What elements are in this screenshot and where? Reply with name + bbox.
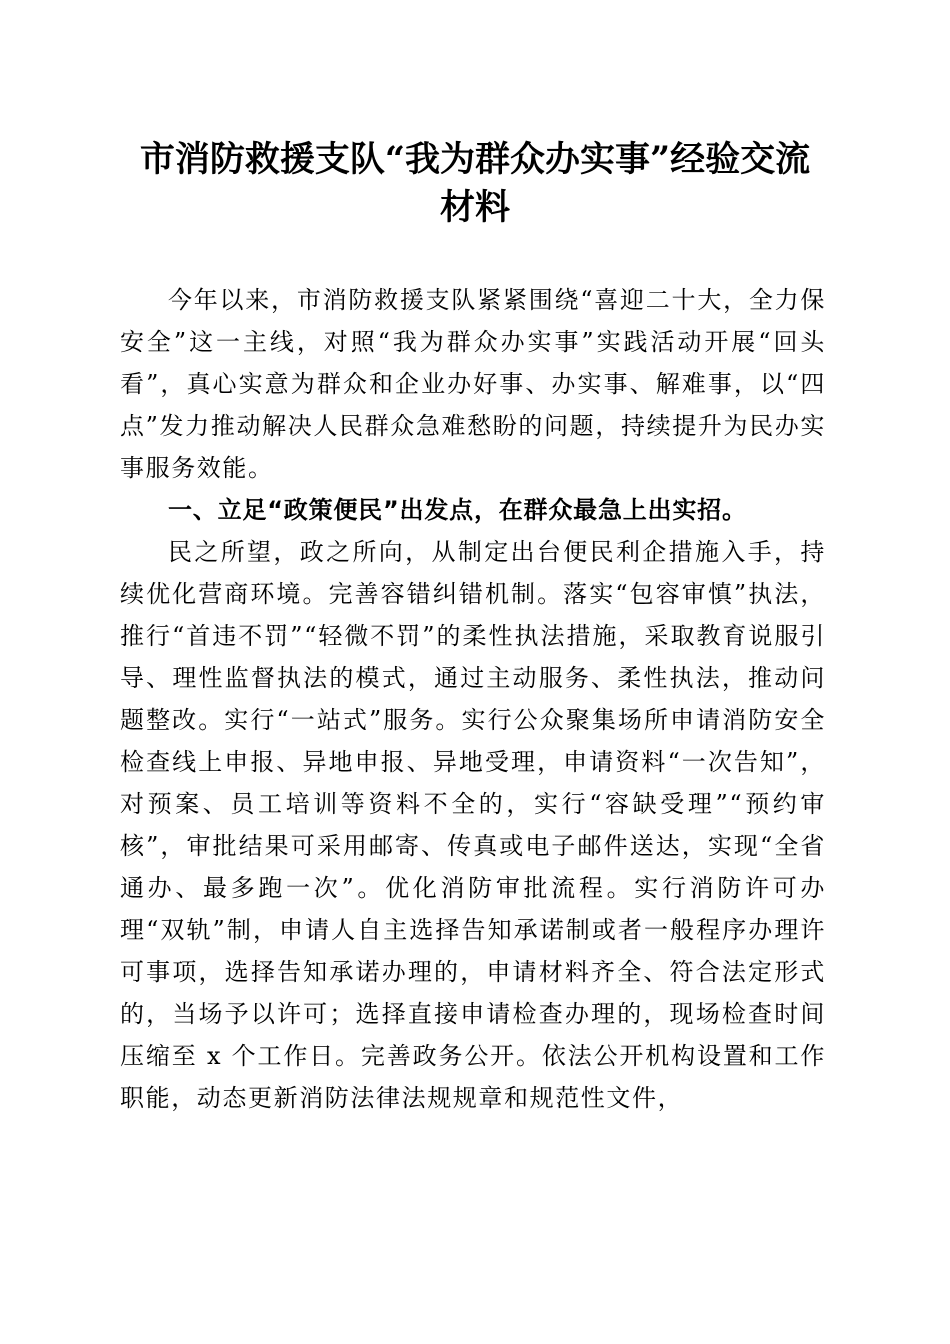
title-line-1: 市消防救援支队“我为群众办实事”经验交流 bbox=[139, 139, 811, 180]
intro-paragraph: 今年以来，市消防救援支队紧紧围绕“喜迎二十大，全力保安全”这一主线，对照“我为群众办实事”实践活动开展“回头看”，真心实意为群众和企业办好事、办实事、解难事，以“四点”发力推动解决人民群众急难愁盼的问题，持续提升为民办实事服务效能。 bbox=[120, 286, 826, 482]
title-line-2: 材料 bbox=[439, 187, 510, 228]
document-title bbox=[110, 136, 840, 232]
section-1-paragraph: 民之所望，政之所向，从制定出台便民利企措施入手，持续优化营商环境。完善容错纠错机制。落实“包容审慎”执法，推行“首违不罚”“轻微不罚”的柔性执法措施，采取教育说服引导、理性监督执法的模式，通过主动服务、柔性执法，推动问题整改。实行“一站式”服务。实行公众聚集场所申请消防安全检查线上申报、异地申报、异地受理，申请资料“一次告知”，对预案、员工培训等资料不全的，实行“容缺受理”“预约审核”，审批结果可采用邮寄、传真或电子邮件送达，实现“全省通办、最多跑一次”。优化消防审批流程。实行消防许可办理“双轨”制，申请人自主选择告知承诺制或者一般程序办理许可事项，选择告知承诺办理的，申请材料齐全、符合法定形式的，当场予以许可；选择直接申请检查办理的，现场检查时间压缩至 x 个工作日。完善政务公开。依法公开机构设置和工作职能，动态更新消防法律法规规章和规范性文件， bbox=[120, 538, 826, 1112]
section-1-heading: 一、立足“政策便民”出发点，在群众最急上出实招。 bbox=[168, 496, 747, 524]
document-body bbox=[120, 279, 826, 1119]
